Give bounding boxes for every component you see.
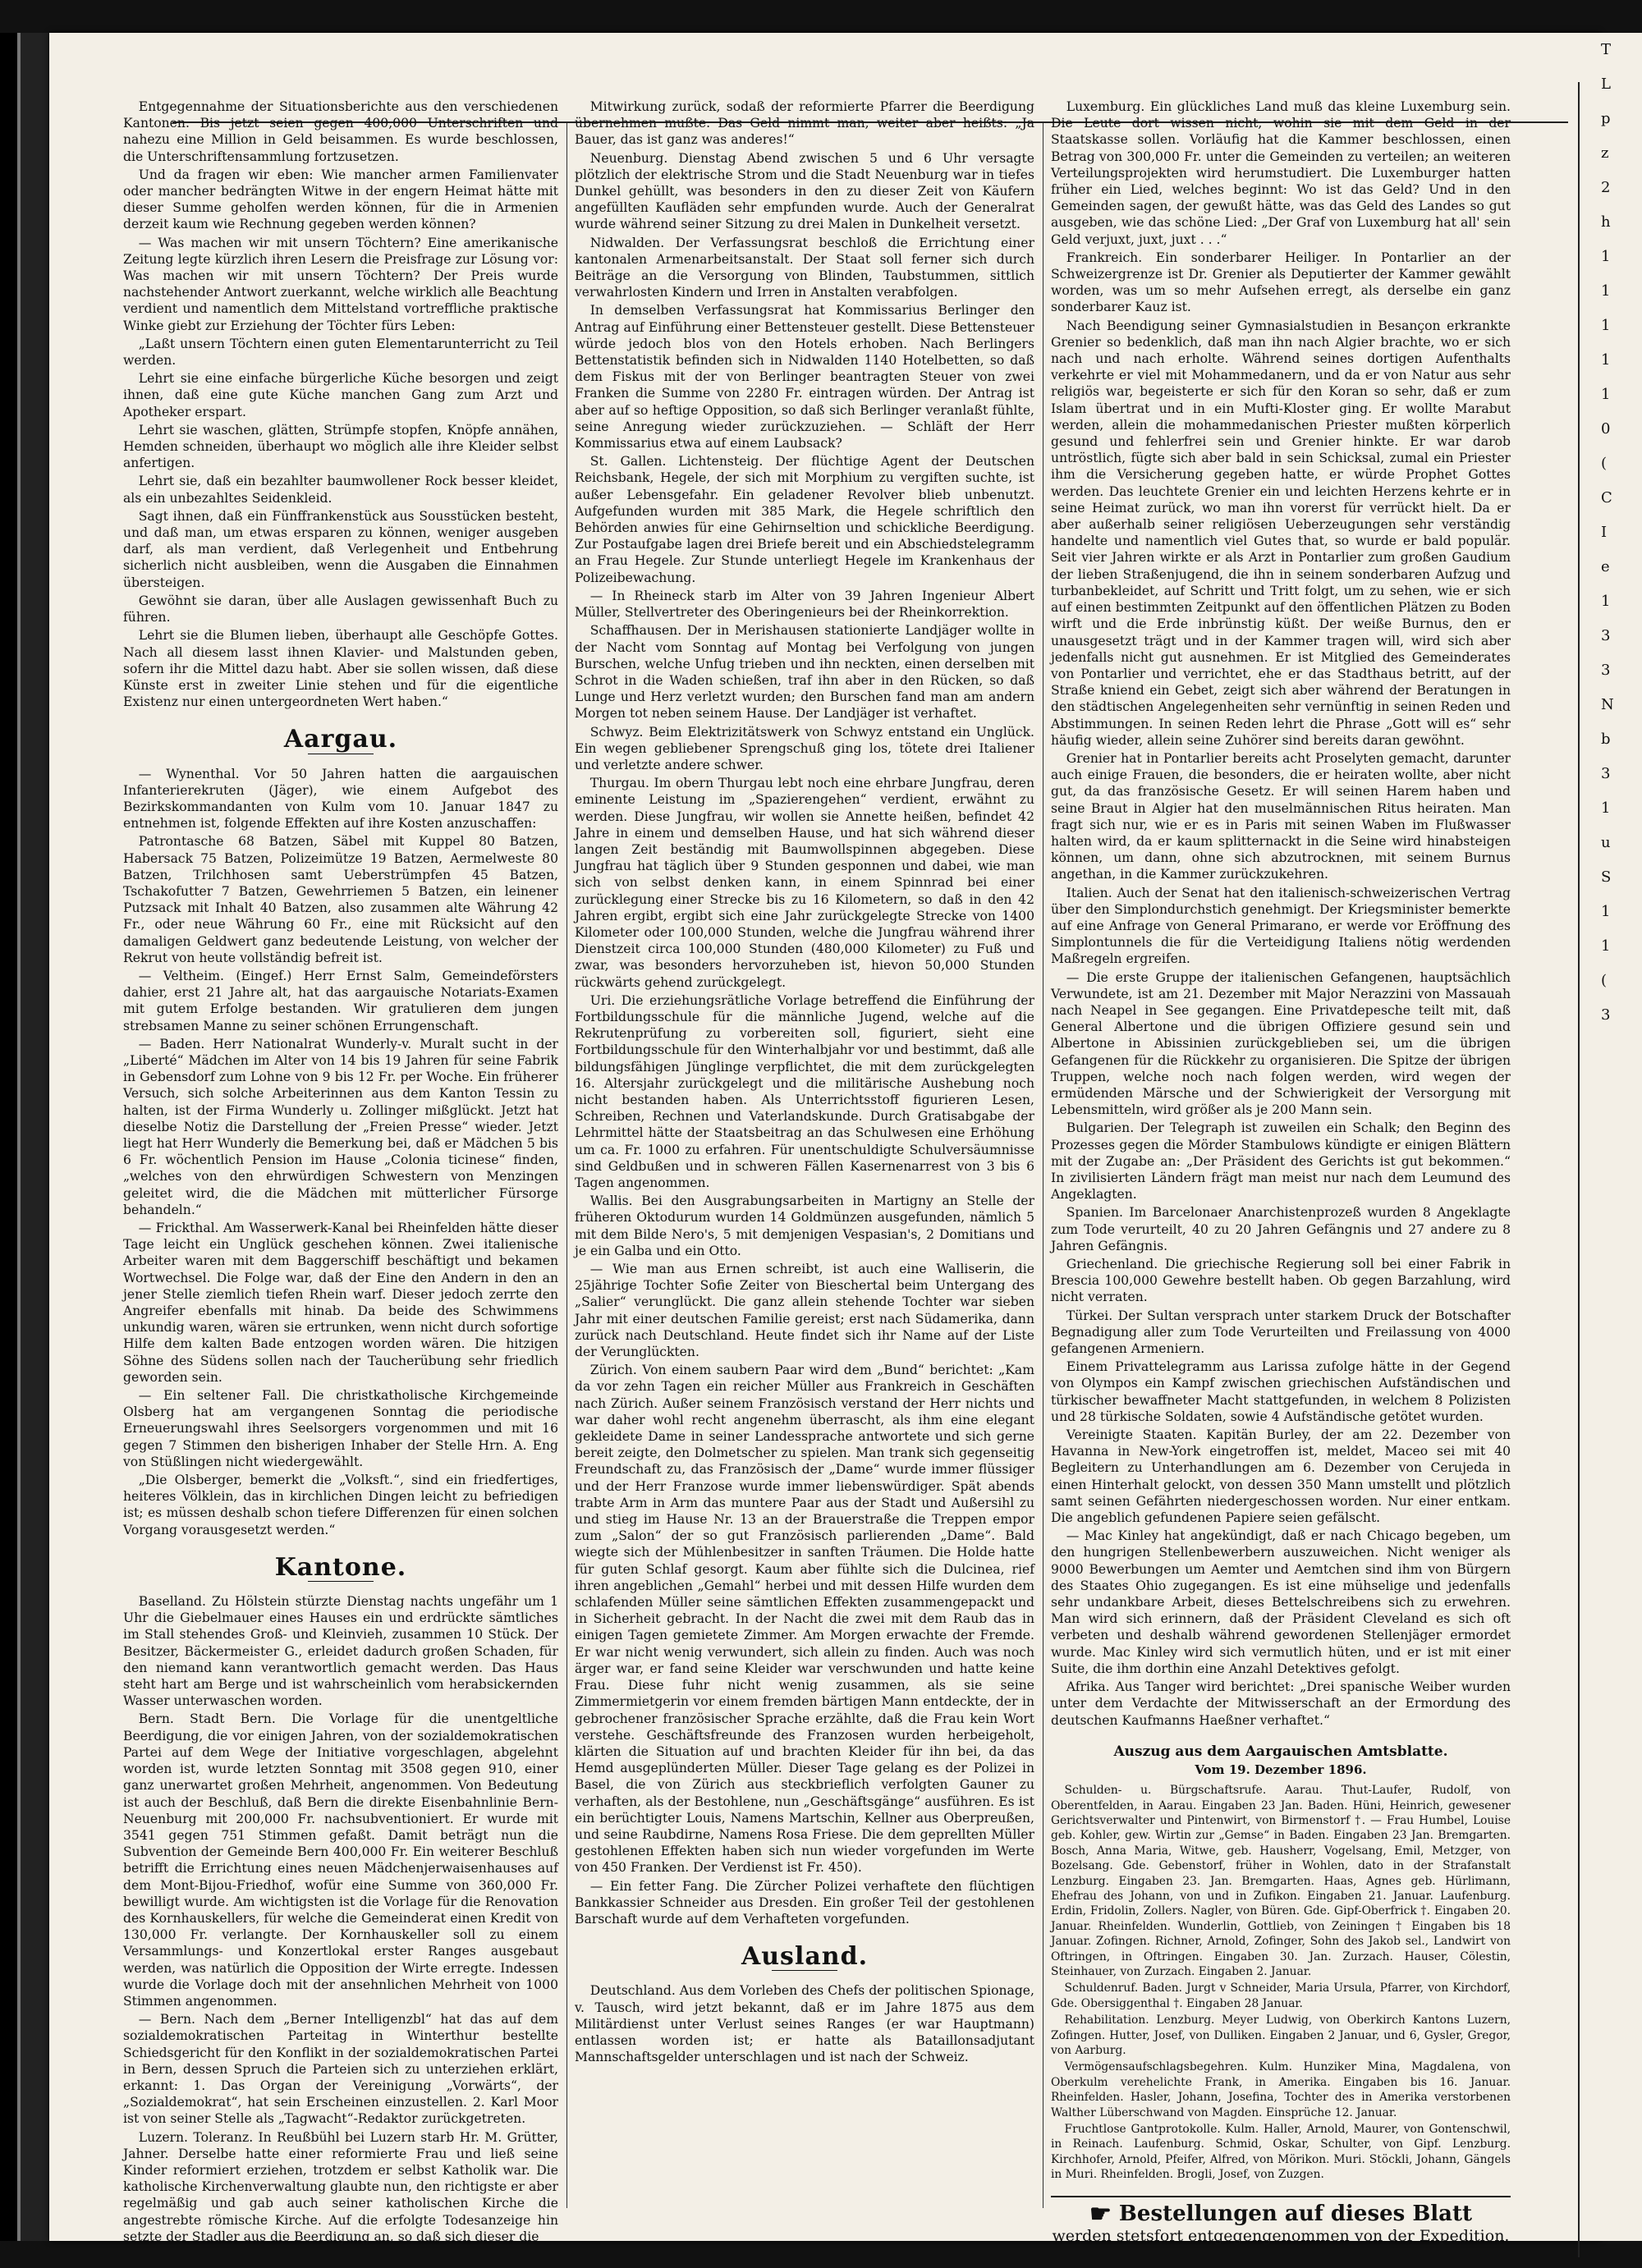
strip-glyph: 3 <box>1601 627 1611 644</box>
paragraph: — Ein fetter Fang. Die Zürcher Polizei verhaftete den flüchtigen Bankkassier Schneider aus Dresden. Ein großer Teil der gestohlenen Barschaft wurde auf dem Verhafteten vorgefunden. <box>575 1878 1034 1927</box>
heading-kantone: Kantone. <box>123 1560 558 1582</box>
paragraph: — Baden. Herr Nationalrat Wunderly-v. Muralt sucht in der „Liberté“ Mädchen im Alter von 14 bis 19 Jahren für seine Fabrik in Gebensdorf zum Lohne von 9 bis 12 Fr. per Woche. Ein früherer Versuch, sich solche Arbeiterinnen aus dem Kanton Tessin zu halten, ist der Firma Wunderly u. Zollinger mißglückt. Jetzt hat dieselbe Notiz die Darstellung der „Freien Presse“ wieder. Jetzt liegt hat Herr Wunderly die Bemerkung bei, daß er Mädchen 5 bis 6 Fr. wöchentlich Pension im Hause „Colonia ticinese“ finden, „welches von den ehrwürdigen Schwestern von Menzingen geleitet wird, die die Mädchen mit mütterlicher Fürsorge behandeln.“ <box>123 1036 558 1217</box>
strip-glyph: 1 <box>1601 593 1611 610</box>
strip-glyph: ( <box>1601 455 1608 472</box>
paragraph: Nach Beendigung seiner Gymnasialstudien in Besançon erkrankte Grenier so bedenklich, daß man ihn nach Algier brachte, wo er sich nach und nach erholte. Während seines dortigen Aufenthalts verkehrte er viel mit Mohammedanern, und da er von Natur aus sehr religiös war, begeisterte er sich für den Koran so sehr, daß er zum Islam übertrat und in ein Mufti-Kloster ging. Er wollte Marabut werden, allein die mohammedanischen Priester mußten körperlich gesund und fehlerfrei sein und Grenier hinkte. Er war darob untröstlich, fügte sich aber bald in sein Schicksal, zumal ein Priester ihm die Versicherung gegeben hatte, er würde Prophet Gottes werden. Das leuchtete Grenier ein und leichten Herzens kehrte er in seine Heimat zurück, wo man ihn vorerst für verrückt hielt. Da er aber außerhalb seiner religiösen Ueberzeugungen sehr verständig handelte und namentlich viel Gutes that, so wurde er bald populär. Seit vier Jahren wirkte er als Arzt in Pontarlier zum großen Gaudium der lieben Straßenjugend, die ihn in seinem sonderbaren Aufzug und turbanbekleidet, auf Schritt und Tritt folgt, um zu sehen, wie er sich auf einen bestimmten Zeitpunkt auf den öffentlichen Plätzen zu Boden wirft und die Erde inbrünstig küßt. Der weiße Burnus, den er unausgesetzt trägt und in der Kammer tragen will, wird sich aber jedenfalls nicht gut ausnehmen. Er ist Mitglied des Gemeinderates von Pontarlier und verrichtet, ehe er das Stadthaus betritt, auf der Straße kniend ein Gebet, zeigt sich aber während der Beratungen in den städtischen Angelegenheiten sehr vernünftig in seinen Reden und Abstimmungen. In seinen Reden lehrt die Phrase „Gott will es“ sehr häufig wieder, allein seine Zuhörer sind bereits daran gewöhnt. <box>1051 318 1511 748</box>
paragraph: „Die Olsberger, bemerkt die „Volksft.“, sind ein friedfertiges, heiteres Völklein, das in kirchlichen Dingen leicht zu befriedigen ist; es müssen deshalb schon tiefere Differenzen für einen solchen Vorgang vorausgesetzt werden.“ <box>123 1473 558 1537</box>
column-1-paragraphs <box>123 99 558 710</box>
paragraph: Patrontasche 68 Batzen, Säbel mit Kuppel 80 Batzen, Habersack 75 Batzen, Polizeimütze 19 Batzen, Aermelweste 80 Batzen, Trilchhosen samt Ueberstrümpfen 45 Batzen, Tschakofutter 7 Batzen, Gewehrriemen 5 Batzen, ein leinener Putzsack mit Inhalt 40 Batzen, also zusammen alte Währung 42 Fr., oder neue Währung 60 Fr., eine mit Rücksicht auf den damaligen Geldwert ganz bedeutende Leistung, von welcher der Rekrut von heute vollständig befreit ist. <box>123 834 558 965</box>
notice-line-1: Bestellungen auf dieses Blatt <box>1118 2201 1473 2226</box>
heading-aargau: Aargau. <box>123 731 558 754</box>
paragraph: Luzern. Toleranz. In Reußbühl bei Luzern starb Hr. M. Grütter, Jahner. Derselbe hatte einer reformierte Frau und ließ seine Kinder reformiert erziehen, trotzdem er selbst Katholik war. Die katholische Kirchenverwaltung glaubte nun, den richtigste er aber regelmäßig und gab auch seiner katholischen Kirche die angestrebte römische Kirche. Auf die erfolgte Todesanzeige hin setzte der Stadler aus die Beerdigung an, so daß sich dieser die <box>123 2129 558 2244</box>
strip-glyph: 3 <box>1601 1006 1611 1024</box>
strip-glyph: 3 <box>1601 662 1611 679</box>
paragraph: — Veltheim. (Eingef.) Herr Ernst Salm, Gemeindeförsters dahier, erst 21 Jahre alt, hat das aargauische Notariats-Examen mit gutem Erfolge bestanden. Wir gratulieren dem jungen strebsamen Manne zu seiner schönen Errungenschaft. <box>123 968 558 1033</box>
paragraph: Lehrt sie eine einfache bürgerliche Küche besorgen und zeigt ihnen, daß eine gute Küche manchen Gang zum Arzt und Apotheker erspart. <box>123 371 558 419</box>
strip-glyph: 1 <box>1601 351 1611 369</box>
strip-glyph: 1 <box>1601 317 1611 334</box>
paragraph: Vereinigte Staaten. Kapitän Burley, der am 22. Dezember von Havanna in New-York eingetroffen ist, meldet, Maceo sei mit 40 Begleitern zu Unterhandlungen am 6. Dezember von Cerujeda in einen Hinterhalt gelockt, von dessen 350 Mann umstellt und plötzlich samt seinen Gefährten niedergeschossen worden. Nur einer entkam. Die angeblich gefundenen Papiere seien gefälscht. <box>1051 1427 1511 1526</box>
paragraph: Zürich. Von einem saubern Paar wird dem „Bund“ berichtet: „Kam da vor zehn Tagen ein reicher Müller aus Frankreich in Geschäften nach Zürich. Außer seinem Französisch verstand der Herr nichts und war daher wohl recht angenehm überrascht, als ihm eine elegant gekleidete Dame in seiner Landessprache antwortete und sich gerne bereit zeigte, den Dolmetscher zu spielen. Man trank sich gegenseitig Freundschaft zu, das Französisch der „Dame“ wurde immer flüssiger und der Herr Franzose wurde immer liebenswürdiger. Spät abends trabte Arm in Arm das muntere Paar aus der Stadt und Außersihl zu und stieg im Hause Nr. 13 an der Brauerstraße die Treppen empor zum „Salon“ der so gut Französisch parlierenden „Dame“. Bald wiegte sich der Mühlenbesitzer in sanften Träumen. Die Holde hatte für guten Schlaf gesorgt. Kaum aber fühlte sich die Dulcinea, rief ihren angeblichen „Gemahl“ herbei und mit dessen Hilfe wurden dem schlafenden Müller seine sämtlichen Effekten zusammengepackt und in Sicherheit gebracht. In der Nacht die zwei mit dem Raub das in einigen Tagen gemietete Zimmer. Am Morgen erwachte der Fremde. Er war nicht wenig verwundert, sich allein zu finden. Auch was noch ärger war, er fand seine Kleider war verschwunden und hatte keine Frau. Diese fuhr nicht wenig zusammen, als sie seine Zimmermietgerin vor einem fremden bärtigen Mann entdeckte, der in gebrochener französischer Sprache erzählte, daß die Frau kein Wort verstehe. Geschäftsfreunde des Franzosen wurden herbeigeholt, klärten die Situation auf und brachten Kleider für ihn bei, da das Hemd ausgeplünderten Müller. Dieser Tage gelang es der Polizei in Basel, die von Zürich aus steckbrieflich verfolgten Gauner zu verhaften, als der Bestohlene, nun „Geschäftsgänge“ ausführen. Es ist ein berüchtigter Louis, Namens Martschin, Kellner aus Oberpreußen, und seine Raubdirne, Namens Rosa Friese. Die dem geprellten Müller gestohlenen Effekten haben sich nun wieder vorgefunden im Werte von 450 Franken. Der Verdienst ist Fr. 450). <box>575 1363 1034 1876</box>
paragraph: Schwyz. Beim Elektrizitätswerk von Schwyz entstand ein Unglück. Ein wegen gebliebener Sprengschuß ging los, tötete drei Italiener und verletzte andere schwer. <box>575 724 1034 772</box>
strip-glyph: 1 <box>1601 937 1611 955</box>
strip-glyph: 3 <box>1601 765 1611 782</box>
strip-glyph: e <box>1601 558 1610 575</box>
paragraph: In demselben Verfassungsrat hat Kommissarius Berlinger den Antrag auf Einführung einer Bettensteuer gestellt. Diese Bettensteuer würde jedoch blos von den Hotels erhoben. Nach Berlingers Bettenstatistik befinden sich in Nidwalden 1140 Hotelbetten, so daß dem Fiskus mit der von Berlinger beantragten Steuer von zwei Franken die Summe von 2280 Fr. eintragen würden. Der Antrag ist aber auf so heftige Opposition, so daß sich Berlinger veranlaßt fühlte, seine Anregung wieder zurückzuziehen. — Schläft der Herr Kommissarius etwa auf einem Laubsack? <box>575 303 1034 451</box>
strip-glyph: 1 <box>1601 282 1611 300</box>
paragraph: Vermögensaufschlagsbegehren. Kulm. Hunziker Mina, Magdalena, von Oberkulm verehelichte Frank, in Amerika. Eingaben bis 16. Januar. Rheinfelden. Hasler, Johann, Josefina, Tochter des in Amerika verstorbenen Walther Lüberschwand von Magden. Einsprüche 12. Januar. <box>1051 2060 1511 2119</box>
paragraph: Uri. Die erziehungsrätliche Vorlage betreffend die Einführung der Fortbildungsschule für die männliche Jugend, welche auf die Rekrutenprüfung zu vorbereiten soll, figuriert, sieht eine Fortbildungsschule für den Winterhalbjahr vor und bestimmt, daß alle bildungsfähigen Jünglinge verpflichtet, die mit dem zurückgelegten 16. Altersjahr zurückgelegt und die militärische Aushebung noch nicht bestanden haben. Als Unterrichtsstoff figurieren Lesen, Schreiben, Rechnen und Vaterlandskunde. Durch Gratisabgabe der Lehrmittel hätte der Staatsbeitrag an das Schulwesen eine Erhöhung um ca. Fr. 1000 zu erfahren. Für unentschuldigte Schulversäumnisse sind Geldbußen und in schweren Fällen Kasernenarrest von 3 bis 6 Tagen angenommen. <box>575 992 1034 1190</box>
paragraph: St. Gallen. Lichtensteig. Der flüchtige Agent der Deutschen Reichsbank, Hegele, der sich mit Morphium zu vergiften suchte, ist außer Lebensgefahr. Ein geladener Revolver blieb unbenutzt. Aufgefunden wurden mit 385 Mark, die Hegele schriftlich den Behörden anwies für eine Gehirnseltion und schickliche Beerdigung. Zur Postaufgabe lagen drei Briefe bereit und ein Abschiedstelegramm an Frau Hegele. Zur Stunde unterliegt Hegele im Krankenhaus der Polizeibewachung. <box>575 454 1034 585</box>
paragraph: Mitwirkung zurück, sodaß der reformierte Pfarrer die Beerdigung übernehmen mußte. Das Geld nimmt man, weiter aber heißts: „Ja Bauer, das ist ganz was anderes!“ <box>575 99 1034 148</box>
amtsblatt-title: Auszug aus dem Aargauischen Amtsblatte. <box>1113 1743 1448 1760</box>
aargau-section <box>123 766 558 1538</box>
paragraph: Gewöhnt sie daran, über alle Auslagen gewissenhaft Buch zu führen. <box>123 593 558 625</box>
paragraph: — Wynenthal. Vor 50 Jahren hatten die aargauischen Infanterierekruten (Jäger), wie einem Aufgebot des Bezirkskommandanten von Kulm vom 10. Januar 1847 zu entnehmen ist, folgende Effekten auf ihre Kosten anzuschaffen: <box>123 766 558 832</box>
strip-glyph: z <box>1601 144 1609 162</box>
heading-ausland: Ausland. <box>575 1949 1034 1971</box>
paragraph: Wallis. Bei den Ausgrabungsarbeiten in Martigny an Stelle der früheren Oktodurum wurden 14 Goldmünzen ausgefunden, nämlich 5 mit dem Bilde Nero's, 5 mit demjenigen Vespasian's, 2 Domitians und je ein Galba und ein Otto. <box>575 1194 1034 1258</box>
paragraph: Deutschland. Aus dem Vorleben des Chefs der politischen Spionage, v. Tausch, wird jetzt bekannt, daß er im Jahre 1875 aus dem Militärdienst unter Verlust seines Ranges (er war Hauptmann) entlassen worden ist; er hatte als Bataillonsadjutant Mannschaftsgelder unterschlagen und ist nach der Schweiz. <box>575 1983 1034 2065</box>
column-3-paragraphs <box>1051 99 1511 1729</box>
column-2-paragraphs <box>575 99 1034 1927</box>
strip-glyph: 2 <box>1601 179 1611 196</box>
paragraph: Lehrt sie, daß ein bezahlter baumwollener Rock besser kleidet, als ein unbezahltes Seidenkleid. <box>123 474 558 506</box>
paragraph: — Frickthal. Am Wasserwerk-Kanal bei Rheinfelden hätte dieser Tage leicht ein Unglück geschehen können. Zwei italienische Arbeiter waren mit dem Baggerschiff beschäftigt und bekamen Wortwechsel. Die Folge war, daß der Eine den Andern in den an jener Stelle ziemlich tiefen Rhein warf. Dieser jedoch zerrte den Angreifer ebenfalls mit hinab. Da beide des Schwimmens unkundig waren, wären sie ertrunken, wenn nicht durch sofortige Hilfe dem kalten Bade entzogen worden wären. Die hitzigen Söhne des Südens sollen nach der Taucherübung sehr friedlich geworden sein. <box>123 1221 558 1385</box>
strip-glyph: 1 <box>1601 386 1611 403</box>
paragraph: „Laßt unsern Töchtern einen guten Elementarunterricht zu Teil werden. <box>123 336 558 369</box>
paragraph: Nidwalden. Der Verfassungsrat beschloß die Errichtung einer kantonalen Armenarbeitsanstalt. Der Staat soll ferner sich durch Beiträge an die Versorgung von Blinden, Taubstummen, sittlich verwahrlosten Kindern und Irren in Anstalten verabfolgen. <box>575 235 1034 300</box>
paragraph: — Die erste Gruppe der italienischen Gefangenen, hauptsächlich Verwundete, ist am 21. Dezember mit Major Nerazzini von Massauah nach Neapel in See gegangen. Eine Privatdepesche teilt mit, daß General Albertone und die übrigen Offiziere gesund sein und Albertone in Abissinien zurückgeblieben sei, um die übrigen Gefangenen für die Rückkehr zu organisieren. Die Spitze der übrigen Truppen, welche noch nach folgen werden, wird wegen der ermüdenden Märsche und der Schwierigkeit der Versorgung mit Lebensmitteln, wird größer als je 200 Mann sein. <box>1051 969 1511 1118</box>
paragraph: Schuldenruf. Baden. Jurgt v Schneider, Maria Ursula, Pfarrer, von Kirchdorf, Gde. Obersiggenthal †. Eingaben 28 Januar. <box>1051 1982 1511 2010</box>
paragraph: Baselland. Zu Hölstein stürzte Dienstag nachts ungefähr um 1 Uhr die Giebelmauer eines Hauses ein und erdrückte sämtliches im Stall stehendes Groß- und Kleinvieh, zusammen 10 Stück. Der Besitzer, Bäckermeister G., erleidet dadurch großen Schaden, für den niemand kann verantwortlich gemacht werden. Das Haus steht hart am Berge und ist wahrscheinlich vom herabsickernden Wasser unterwaschen worden. <box>123 1594 558 1709</box>
paragraph: Sagt ihnen, daß ein Fünffrankenstück aus Sousstücken besteht, und daß man, um etwas ersparen zu können, weniger ausgeben darf, als man verdient, daß Verlegenheit und Entbehrung sicherlich nicht ausbleiben, wenn die Ausgaben die Einnahmen übersteigen. <box>123 508 558 590</box>
paragraph: Luxemburg. Ein glückliches Land muß das kleine Luxemburg sein. Die Leute dort wissen nicht, wohin sie mit dem Geld in der Staatskasse sollen. Vorläufig hat die Kammer beschlossen, einen Betrag von 300,000 Fr. unter die Gemeinden zu verteilen; an weiteren Verteilungsprojekten wird herumstudiert. Die Luxemburger hatten früher ein Lied, welches beginnt: Wo ist das Geld? Und in den Gemeinden sagen, der gewußt hätte, was das Geld des Landes so gut ausgeben, wie das schöne Lied: „Der Graf von Luxemburg hat all' sein Geld verjuxt, juxt, juxt . . .“ <box>1051 99 1511 247</box>
strip-glyph: h <box>1601 213 1611 231</box>
kantone-section <box>123 1593 558 2245</box>
pointing-hand-icon: ☛ <box>1089 2199 1112 2229</box>
strip-glyph: 1 <box>1601 800 1611 817</box>
subscription-notice <box>1051 2196 1511 2244</box>
paragraph: Bulgarien. Der Telegraph ist zuweilen ein Schalk; den Beginn des Prozesses gegen die Mörder Stambulows kündigte er einigen Blättern mit der Zugabe an: „Der Präsident des Gerichts ist gut bekommen.“ In zivilisierten Ländern frägt man meist nur nach dem Leumund des Angeklagten. <box>1051 1120 1511 1203</box>
paragraph: — Ein seltener Fall. Die christkatholische Kirchgemeinde Olsberg hat am vergangenen Sonntag die periodische Erneuerungswahl ihres Seelsorgers vorgenommen und mit 16 gegen 7 Stimmen den bisherigen Inhaber der Stelle Hrn. A. Eng von Stüßlingen nicht wiedergewählt. <box>123 1388 558 1469</box>
strip-glyph: C <box>1601 489 1612 506</box>
strip-glyph: p <box>1601 110 1611 127</box>
paragraph: Grenier hat in Pontarlier bereits acht Proselyten gemacht, darunter auch einige Frauen, die besonders, die er heiraten wollte, aber nicht gut, da das französische Gesetz. Er will seinen Harem haben und seine Braut in Algier hat den muselmännischen Ritus heiraten. Man fragt sich nur, wie er es in Paris mit seinen Waben im Flußwasser halten wird, da er kaum splitternackt in die Seine wird hinabsteigen können, um dann, ohne sich abzutrocknen, mit seinem Burnus angethan, in die Kammer zurückzukehren. <box>1051 750 1511 882</box>
paragraph: Thurgau. Im obern Thurgau lebt noch eine ehrbare Jungfrau, deren eminente Leistung im „Spazierengehen“ verdient, erwähnt zu werden. Diese Jungfrau, wir wollen sie Annette heißen, befindet 42 Jahre in einem und demselben Hause, und hat sich während dieser langen Zeit beständig mit Baumwollspinnen abgegeben. Diese Jungfrau hat täglich über 9 Stunden gesponnen und dabei, wie man sich von selbst denken kann, in einem Spinnrad bei einer zurücklegung einer Strecke bis zu 16 Kilometern, so daß in den 42 Jahren ergibt, ergibt sich eine Jahr zurückgelegte Strecke von 1400 Kilometer oder 100,000 Stunden, welche die Jungfrau während ihrer Dienstzeit circa 100,000 Stunden (480,000 Kilometer) zu Fuß und zwar, was besonders hervorzuheben ist, hievon 50,000 Stunden rückwärts gehend zurückgelegt. <box>575 776 1034 990</box>
strip-glyph: 1 <box>1601 248 1611 265</box>
column-1 <box>123 99 558 2244</box>
paragraph: Schaffhausen. Der in Merishausen stationierte Landjäger wollte in der Nacht vom Sonntag auf Montag bei Verfolgung von jungen Burschen, welche Unfug trieben und ihn neckten, einen derselben mit Schrot in die Waden schießen, traf ihn aber in den Rücken, so daß Lunge und Herz verletzt wurden; den Burschen fand man am andern Morgen tot neben seinem Hause. Der Landjäger ist verhaftet. <box>575 623 1034 722</box>
strip-glyph: u <box>1601 834 1611 851</box>
strip-glyph: 1 <box>1601 903 1611 920</box>
page-binding-shadow <box>0 33 49 2241</box>
amtsblatt-section <box>1051 1783 1511 2183</box>
paragraph: Spanien. Im Barcelonaer Anarchistenprozeß wurden 8 Angeklagte zum Tode verurteilt, 40 zu 20 Jahren Gefängnis und 27 andere zu 8 Jahren Gefängnis. <box>1051 1205 1511 1253</box>
right-rule <box>1578 82 1580 2257</box>
strip-glyph: T <box>1601 41 1612 58</box>
column-2 <box>575 99 1034 2167</box>
strip-glyph: N <box>1601 696 1614 713</box>
paragraph: — Mac Kinley hat angekündigt, daß er nach Chicago begeben, um den hungrigen Stellenbewerbern auszuweichen. Nicht weniger als 9000 Bewerbungen um Aemter und Aemtchen sind ihm von Bürgern des Staates Ohio zugegangen. Es ist eine mühselige und jedenfalls sehr undankbare Arbeit, dieses Bettelschreibens sich zu erwehren. Man wird sich erinnern, daß der Präsident Cleveland es sich oft verbeten und deshalb während gewordenen Stellenjäger ermordet wurde. Mac Kinley wird sich vermutlich hüten, und er ist mit einer Suite, die ihm dorthin eine Anzahl Detektives gefolgt. <box>1051 1528 1511 1676</box>
paragraph: Entgegennahme der Situationsberichte aus den verschiedenen Kantonen. Bis jetzt seien gegen 400,000 Unterschriften und nahezu eine Million in Geld beisammen. Es wurde beschlossen, die Unterschriftensammlung fortzusetzen. <box>123 99 558 164</box>
paragraph: Griechenland. Die griechische Regierung soll bei einer Fabrik in Brescia 100,000 Gewehre bestellt haben. Ob gegen Barzahlung, wird nicht verraten. <box>1051 1257 1511 1305</box>
paragraph: Afrika. Aus Tanger wird berichtet: „Drei spanische Weiber wurden unter dem Verdachte der Mitwisserschaft an der Ermordung des deutschen Kaufmanns Haeßner verhaftet.“ <box>1051 1679 1511 1728</box>
strip-glyph: b <box>1601 731 1611 748</box>
strip-glyph: I <box>1601 524 1608 541</box>
adjacent-page-strip <box>1601 33 1642 2241</box>
paragraph: Einem Privattelegramm aus Larissa zufolge hätte in der Gegend von Olympos ein Kampf zwischen griechischen Aufständischen und türkischer bewaffneter Macht stattgefunden, in welchem 8 Polizisten und 28 türkische Soldaten, sowie 4 Aufständische getötet wurden. <box>1051 1359 1511 1424</box>
paragraph: Rehabilitation. Lenzburg. Meyer Ludwig, von Oberkirch Kantons Luzern, Zofingen. Hutter, Josef, von Dulliken. Eingaben 2 Januar, und 6, Gysler, Gregor, von Aarburg. <box>1051 2014 1511 2058</box>
paragraph: — Wie man aus Ernen schreibt, ist auch eine Walliserin, die 25jährige Tochter Sofie Zeiter von Bieschertal beim Untergang des „Salier“ verunglückt. Die ganz allein stehende Tochter war sieben Jahr mit einer deutschen Familie gereist; erst nach Südamerika, dann zurück nach Deutschland. Heute findet sich ihr Name auf der Liste der Verunglückten. <box>575 1262 1034 1360</box>
column-3 <box>1051 99 1511 2245</box>
ausland-section <box>575 1982 1034 2065</box>
paragraph: Fruchtlose Gantprotokolle. Kulm. Haller, Arnold, Maurer, von Gontenschwil, in Reinach. Laufenburg. Schmid, Oskar, Schulter, von Gipf. Lenzburg. Kirchhofer, Arnold, Pfeifer, Alfred, von Mörikon. Muri. Stöckli, Johann, Gängels in Muri. Rheinfelden. Brogli, Josef, von Zuzgen. <box>1051 2123 1511 2182</box>
strip-glyph: S <box>1601 868 1612 886</box>
strip-glyph: L <box>1601 76 1611 93</box>
paragraph: Und da fragen wir eben: Wie mancher armen Familienvater oder mancher bedrängten Witwe in der engern Heimat hätte mit dieser Summe geholfen werden können, für die in Armenien derzeit kaum wie Rechnung gegeben werden können? <box>123 167 558 232</box>
paragraph: Türkei. Der Sultan versprach unter starkem Druck der Botschafter Begnadigung aller zum Tode Verurteilten und Freilassung von 4000 gefangenen Armeniern. <box>1051 1308 1511 1357</box>
column-rule-1 <box>566 123 567 2208</box>
paragraph: Schulden- u. Bürgschaftsrufe. Aarau. Thut-Laufer, Rudolf, von Oberentfelden, in Aarau. Eingaben 23 Jan. Baden. Hüni, Heinrich, gewesener Gerichtsverwalter und Pintenwirt, von Birmenstorf †. — Frau Humbel, Louise geb. Kohler, gew. Wirtin zur „Gemse“ in Baden. Eingaben 23 Jan. Bremgarten. Bosch, Anna Maria, Witwe, geb. Hausherr, Vogelsang, Emil, Metzger, von Bozelsang. Gde. Gebenstorf, früher in Wohlen, dato in der Strafanstalt Lenzburg. Eingaben 23. Jan. Bremgarten. Haas, Agnes geb. Hürlimann, Ehefrau des Johann, von und in Zufikon. Eingaben 21. Januar. Laufenburg. Erdin, Fridolin, Zollers. Nagler, von Büren. Gde. Gipf-Oberfrick †. Eingaben 20. Januar. Rheinfelden. Wunderlin, Gottlieb, von Zeiningen † Eingaben bis 18 Januar. Zofingen. Richner, Arnold, Zofinger, Sohn des Jakob sel., Landwirt von Oftringen, in Oftringen. Eingaben 30. Jan. Zurzach. Hauser, Cölestin, Steinhauer, von Zurzach. Eingaben 2. Januar. <box>1051 1784 1511 1978</box>
paragraph: — In Rheineck starb im Alter von 39 Jahren Ingenieur Albert Müller, Stellvertreter des Oberingenieurs bei der Rheinkorrektion. <box>575 588 1034 621</box>
paragraph: — Bern. Nach dem „Berner Intelligenzbl“ hat das auf dem sozialdemokratischen Parteitag in Winterthur bestellte Schiedsgericht für den Konflikt in der sozialdemokratischen Partei in Bern, dessen Spruch die Parteien sich zu unterziehen erklärt, erkannt: 1. Das Organ der Vereinigung „Vorwärts“, der „Sozialdemokrat“, hat sein Erscheinen einzustellen. 2. Karl Moor ist von seiner Stelle als „Tagwacht“-Redaktor zurückgetreten. <box>123 2012 558 2127</box>
paragraph: Bern. Stadt Bern. Die Vorlage für die unentgeltliche Beerdigung, die vor einigen Jahren, von der sozialdemokratischen Partei auf dem Wege der Initiative vorgeschlagen, abgelehnt worden ist, wurde letzten Sonntag mit 3508 gegen 910, einer ganz unerwartet großen Mehrheit, angenommen. Von Bedeutung ist auch der Beschluß, daß Bern die direkte Eisenbahnlinie Bern-Neuenburg mit 200,000 Fr. nachsubventioniert. Er wurde mit 3541 gegen 751 Stimmen gefaßt. Damit beträgt nun die Subvention der Gemeinde Bern 400,000 Fr. Ein weiterer Beschluß betrifft die Errichtung eines neuen Mädchenjerwaisenhauses auf dem Mont-Bijou-Friedhof, wofür eine Summe von 360,000 Fr. bewilligt wurde. Am wichtigsten ist die Vorlage für die Renovation des Kornhauskellers, für welche die Gemeinderat einen Kredit von 130,000 Fr. verlangte. Der Kornhauskeller soll zu einem Versammlungs- und Konzertlokal erster Ranges ausgebaut werden, was natürlich die Opposition der Wirte erregte. Indessen wurde die Vorlage doch mit der ansehnlichen Mehrheit von 1000 Stimmen angenommen. <box>123 1711 558 2009</box>
amtsblatt-date: Vom 19. Dezember 1896. <box>1195 1762 1367 1777</box>
paragraph: Neuenburg. Dienstag Abend zwischen 5 und 6 Uhr versagte plötzlich der elektrische Strom und die Stadt Neuenburg war in tiefes Dunkel gehüllt, was besonders in den zu dieser Zeit von Käufern angefüllten Kaufläden sehr empfunden wurde. Auch der Generalrat wurde während seiner Sitzung zu drei Malen in Dunkelheit versetzt. <box>575 150 1034 232</box>
strip-glyph: ( <box>1601 972 1608 989</box>
paragraph: Lehrt sie waschen, glätten, Strümpfe stopfen, Knöpfe annähen, Hemden schneiden, überhaupt wo möglich alle ihre Kleider selbst anfertigen. <box>123 422 558 471</box>
paragraph: Lehrt sie die Blumen lieben, überhaupt alle Geschöpfe Gottes. Nach all diesem lasst ihnen Klavier- und Malstunden geben, sofern ihr die Mittel dazu habt. Aber sie sollen wissen, daß diese Künste erst in zweiter Linie stehen und für die eigentliche Existenz nur einen untergeordneten Wert haben.“ <box>123 628 558 710</box>
strip-glyph: 0 <box>1601 420 1611 438</box>
paragraph: Frankreich. Ein sonderbarer Heiliger. In Pontarlier an der Schweizergrenze ist Dr. Grenier als Deputierter der Kammer gewählt worden, was um so mehr Aufsehen erregt, als derselbe ein ganz sonderbarer Kauz ist. <box>1051 250 1511 315</box>
paragraph: Italien. Auch der Senat hat den italienisch-schweizerischen Vertrag über den Simplondurchstich genehmigt. Der Kriegsminister bemerkte auf eine Anfrage von General Primarano, er werde vor Eröffnung des Simplontunnels die für die Verteidigung Italiens nötig werdenden Maßregeln ergreifen. <box>1051 885 1511 967</box>
paragraph: — Was machen wir mit unsern Töchtern? Eine amerikanische Zeitung legte kürzlich ihren Lesern die Preisfrage zur Lösung vor: Was machen wir mit unsern Töchtern? Der Preis wurde nachstehender Antwort zuerkannt, welche wirklich alle Beachtung verdient und namentlich dem Mittelstand vortreffliche praktische Winke giebt zur Erziehung der Töchter fürs Leben: <box>123 235 558 333</box>
notice-line-2: werden stetsfort entgegengenommen von der Expedition. <box>1052 2226 1510 2245</box>
